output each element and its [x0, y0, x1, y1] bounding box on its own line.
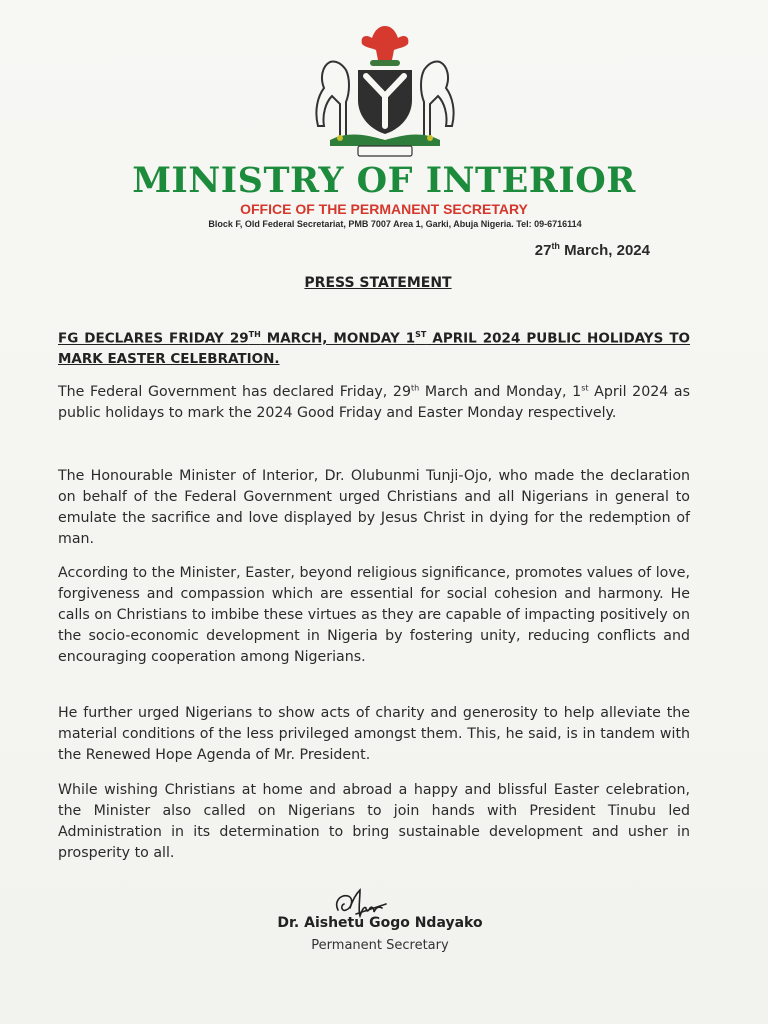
office-address: Block F, Old Federal Secretariat, PMB 7007 Area 1, Garki, Abuja Nigeria. Tel: 09-6716114 [208, 219, 582, 229]
paragraph-1-a: The Federal Government has declared Friday, 29 [58, 384, 411, 400]
paragraph-1-sup-1: th [410, 383, 420, 393]
headline-sup-2: ST [415, 330, 427, 339]
date-rest: March, 2024 [559, 242, 650, 259]
headline-part-1: FG DECLARES FRIDAY 29 [58, 330, 249, 347]
paragraph-1-sup-2: st [581, 383, 589, 393]
press-statement-heading: PRESS STATEMENT [304, 275, 452, 291]
date-day: 27 [534, 242, 552, 259]
headline-sup-1: TH [248, 330, 261, 339]
paragraph-declaration [58, 382, 690, 424]
paragraph-1-b: March and Monday, 1 [419, 384, 582, 400]
paragraph-minister: The Honourable Minister of Interior, Dr. Olubunmi Tunji-Ojo, who made the declaration on behalf of the Federal Government urged Christians and all Nigerians in general to emulate the sacrifice and love displayed by Jesus Christ in dying for the redemption of man. [58, 468, 690, 547]
paragraph-charity: He further urged Nigerians to show acts of charity and generosity to help alleviate the material conditions of the less privileged amongst them. This, he said, is in tandem with the Renewed Hope Agenda of Mr. President. [58, 705, 690, 763]
paragraph-wishes: While wishing Christians at home and abroad a happy and blissful Easter celebration, the Minister also called on Nigerians to join hands with President Tinubu led Administration in its determination to bring sustainable development and usher in prosperity to all. [58, 782, 690, 861]
signatory-name: Dr. Aishetu Gogo Ndayako [277, 915, 483, 931]
signatory-title: Permanent Secretary [311, 938, 449, 953]
statement-date [535, 241, 650, 259]
office-subtitle: OFFICE OF THE PERMANENT SECRETARY [240, 201, 528, 217]
headline-part-2: MARCH, MONDAY 1 [260, 330, 416, 347]
paragraph-easter-values: According to the Minister, Easter, beyond religious significance, promotes values of love, forgiveness and compassion which are essential for social cohesion and harmony. He calls on Christians to imbibe these virtues as they are capable of impacting positively on the socio-economic development in Nigeria by fostering unity, reducing conflicts and encouraging cooperation among Nigerians. [58, 565, 690, 665]
headline-part-3: APRIL 2024 PUBLIC HOLIDAYS TO MARK EASTER CELEBRATION. [58, 330, 690, 367]
nigeria-coat-of-arms-icon [300, 22, 470, 162]
paragraph-1-c: April 2024 as public holidays to mark the 2024 Good Friday and Easter Monday respectively. [58, 384, 690, 421]
statement-headline [58, 325, 690, 369]
ministry-title: MINISTRY OF INTERIOR [132, 160, 636, 201]
date-suffix: th [551, 241, 560, 251]
